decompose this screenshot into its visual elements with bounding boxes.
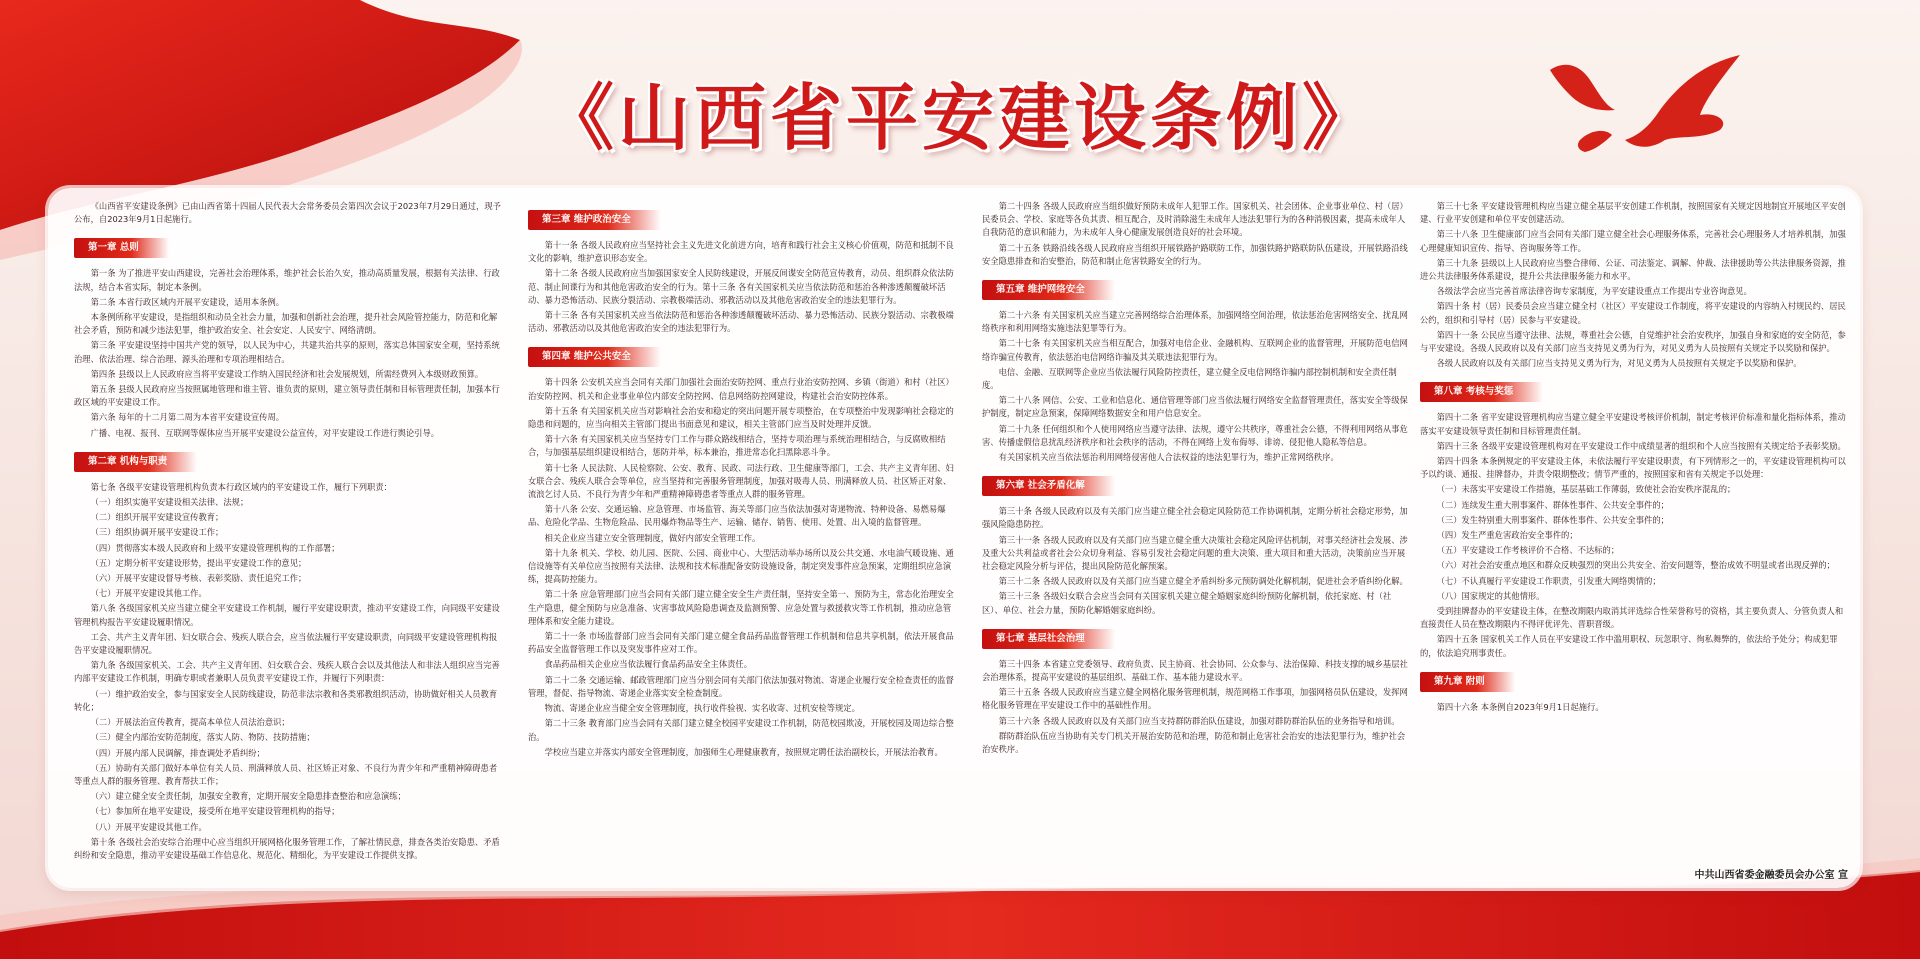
intro-paragraph: 《山西省平安建设条例》已由山西省第十四届人民代表大会常务委员会第四次会议于2023年7月29日通过，现予公布，自2023年9月1日起施行。 [74,201,501,225]
chapter-body: 第四十六条 本条例自2023年9月1日起施行。 [1436,701,1604,712]
chapter-heading: 第四章 维护公共安全 [528,347,661,367]
chapter-body: 第三十条 各级人民政府以及有关部门应当建立健全社会稳定风险防范工作协调机制，定期分析社会稳定形势，加强风险隐患防控。 第三十一条 各级人民政府以及有关部门应当建立健全重大决策社会稳定风险评估机制，对事关经济社会发展、涉及重大公共利益或者社会公众切身利益、容易引发社会稳定问题的重大决策、重大项目和重大活动，决策前应当开展社会稳定风险分析与评估，提出风险防范化解预案。 第三十二条 各级人民政府以及有关部门应当建立健全矛盾纠纷多元预防调处化解机制，促进社会矛盾纠纷化解。 第三十三条 各级妇女联合会应当会同有关国家机关建立健全婚姻家庭纠纷预防化解机制，依托家庭、村（社区）、单位、社会力量，预防化解婚姻家庭纠纷。 [982,506,1408,615]
chapter-body: 第二十六条 有关国家机关应当建立完善网络综合治理体系，加强网络空间治理，依法惩治危害网络安全、扰乱网络秩序和利用网络实施违法犯罪等行为。 第二十七条 有关国家机关应当相互配合，加强对电信企业、金融机构、互联网企业的监督管理，开展防范电信网络诈骗宣传教育，依法惩治电信网络诈骗及其关联违法犯罪行为。 电信、金融、互联网等企业应当依法履行风险防控责任，建立健全反电信网络诈骗内部控制机制和安全责任制度。 第二十八条 网信、公安、工业和信息化、通信管理等部门应当依法履行网络安全监督管理责任，落实安全等级保护制度，制定应急预案，保障网络数据安全和用户信息安全。 第二十九条 任何组织和个人使用网络应当遵守法律、法规，遵守公共秩序，尊重社会公德，不得利用网络从事危害、传播虚假信息扰乱经济秩序和社会秩序的活动，不得在网络上发布侮辱、诽谤、侵犯他人隐私等信息。 有关国家机关应当依法惩治利用网络侵害他人合法权益的违法犯罪行为，维护正常网络秩序。 [982,310,1408,463]
chapter-heading: 第二章 机构与职责 [74,452,197,472]
chapter-body: 第二十四条 各级人民政府应当组织做好预防未成年人犯罪工作。国家机关、社会团体、企业事业单位、村（居）民委员会、学校、家庭等各负其责、相互配合，及时消除滋生未成年人违法犯罪行为的各种消极因素，提高未成年人自我防范的意识和能力，为未成年人身心健康发展创造良好的社会环境。 第二十五条 铁路沿线各级人民政府应当组织开展铁路护路联防工作，加强铁路护路联防队伍建设，开展铁路沿线安全隐患排查和治安整治，防范和制止危害铁路安全的行为。 [982,201,1408,266]
issuer-signature: 中共山西省委金融委员会办公室 宣 [1694,870,1848,881]
chapter-body: 第十四条 公安机关应当会同有关部门加强社会面治安防控网、重点行业治安防控网、乡镇（街道）和村（社区）治安防控网、机关和企业事业单位内部安全防控网、信息网络防控网建设，构建社会治安防控体系。 第十五条 有关国家机关应当对影响社会治安和稳定的突出问题开展专项整治，在专项整治中发现影响社会稳定的隐患和问题的，应当向相关主管部门提出书面意见和建议，相关主管部门应当及时处理并反馈。 第十六条 有关国家机关应当坚持专门工作与群众路线相结合，坚持专项治理与系统治理相结合，与反腐败相结合，与加强基层组织建设相结合，惩防并举，标本兼治，推进常态化扫黑除恶斗争。 第十七条 人民法院、人民检察院、公安、教育、民政、司法行政、卫生健康等部门，工会、共产主义青年团、妇女联合会、残疾人联合会等单位，应当坚持和完善服务管理制度，加强对吸毒人员、刑满释放人员、社区矫正对象、流浪乞讨人员、不良行为青少年和严重精神障碍患者等重点人群的服务管理。 第十八条 公安、交通运输、应急管理、市场监管、海关等部门应当依法加强对寄递物流、特种设备、易燃易爆品、危险化学品、生物危险品、民用爆炸物品等生产、运输、储存、销售、使用、处置、出入境的监督管理。 相关企业应当建立安全管理制度，做好内部安全管理工作。 第十九条 机关、学校、幼儿园、医院、公园、商业中心、大型活动举办场所以及公共交通、水电油气暖设施、通信设施等有关单位应当按照有关法律、法规和技术标准配备安防设施设备，制定突发事件应急预案，定期组织应急演练，提高防控能力。 第二十条 应急管理部门应当会同有关部门建立健全安全生产责任制，坚持安全第一、预防为主，常态化治理安全生产隐患，健全预防与应急准备、灾害事故风险隐患调查及监测预警、应急处置与救援救灾等工作机制，推动应急管理体系和安全能力建设。 第二十一条 市场监督部门应当会同有关部门建立健全食品药品监督管理工作机制和信息共享机制，依法开展食品药品安全监督管理工作以及突发事件应对工作。 食品药品相关企业应当依法履行食品药品安全主体责任。 第二十二条 交通运输、邮政管理部门应当分别会同有关部门依法加强对物流、寄递企业履行安全检查责任的监督管理，督促、指导物流、寄递企业落实安全检查制度。 物流、寄递企业应当健全安全管理制度，执行收件验视、实名收寄、过机安检等规定。 第二十三条 教育部门应当会同有关部门建立健全校园平安建设工作机制，防范校园欺凌，开展校园及周边综合整治。 学校应当建立并落实内部安全管理制度，加强师生心理健康教育，按照规定聘任法治副校长，开展法治教育。 [528,377,954,757]
column-4 [1420,200,1848,880]
chapter-heading: 第六章 社会矛盾化解 [982,476,1115,496]
chapter-body: 第一条 为了推进平安山西建设，完善社会治理体系，维护社会长治久安，推动高质量发展，根据有关法律、行政法规，结合本省实际，制定本条例。 第二条 本省行政区域内开展平安建设，适用本条例。 本条例所称平安建设，是指组织和动员全社会力量，加强和创新社会治理，提升社会风险管控能力，防范和化解社会矛盾，预防和减少违法犯罪，维护政治安全、社会安定、人民安宁、网络清朗。 第三条 平安建设坚持中国共产党的领导，以人民为中心，共建共治共享的原则，落实总体国家安全观，坚持系统治理、依法治理、综合治理、源头治理和专项治理相结合。 第四条 县级以上人民政府应当将平安建设工作纳入国民经济和社会发展规划，所需经费列入本级财政预算。 第五条 县级人民政府应当按照属地管理和谁主管、谁负责的原则，建立领导责任制和目标管理责任制，加强本行政区域的平安建设工作。 第六条 每年的十二月第二周为本省平安建设宣传周。 广播、电视、报刊、互联网等媒体应当开展平安建设公益宣传，对平安建设工作进行舆论引导。 [74,268,500,438]
chapter-heading: 第七章 基层社会治理 [982,629,1115,649]
column-3 [982,200,1410,880]
chapter-body: 第三十四条 本省建立党委领导、政府负责、民主协商、社会协同、公众参与、法治保障、科技支撑的城乡基层社会治理体系，提高平安建设的基层组织、基础工作、基本能力建设水平。 第三十五条 各级人民政府应当建立健全网格化服务管理机制，规范网格工作事项，加强网格员队伍建设，发挥网格化服务管理在平安建设工作中的基础性作用。 第三十六条 各级人民政府以及有关部门应当支持群防群治队伍建设，加强对群防群治队伍的业务指导和培训。 群防群治队伍应当协助有关专门机关开展治安防范和治理，防范和制止危害社会治安的违法犯罪行为，维护社会治安秩序。 [982,658,1408,755]
column-2 [528,200,956,880]
chapter-heading: 第一章 总则 [74,238,169,258]
chapter-heading: 第九章 附则 [1420,672,1515,692]
chapter-body: 第十一条 各级人民政府应当坚持社会主义先进文化前进方向，培育和践行社会主义核心价值观，防范和抵制不良文化的影响，维护意识形态安全。 第十二条 各级人民政府应当加强国家安全人民防线建设，开展反间谍安全防范宣传教育，动员、组织群众依法防范、制止间谍行为和其他危害政治安全的行为。第十三条 各有关国家机关应当依法防范和惩治各种渗透颠覆破坏活动、暴力恐怖活动、民族分裂活动、宗教极端活动、邪教活动以及其他危害政治安全的违法犯罪行为。 第十三条 各有关国家机关应当依法防范和惩治各种渗透颠覆破坏活动、暴力恐怖活动、民族分裂活动、宗教极端活动、邪教活动以及其他危害政治安全的违法犯罪行为。 [528,240,954,334]
column-1 [74,200,502,880]
chapter-body: 第四十二条 省平安建设管理机构应当建立健全平安建设考核评价机制，制定考核评价标准和量化指标体系，推动落实平安建设领导责任制和目标管理责任制。 第四十三条 各级平安建设管理机构对在平安建设工作中成绩显著的组织和个人应当按照有关规定给予表彰奖励。 第四十四条 本条例规定的平安建设主体，未依法履行平安建设职责，有下列情形之一的，平安建设管理机构可以予以约谈、通报、挂牌督办，并责令限期整改；情节严重的，按照国家和省有关规定予以处理： （一）未落实平安建设工作措施，基层基础工作薄弱，致使社会治安秩序混乱的； （二）连续发生重大刑事案件、群体性事件、公共安全事件的； （三）发生特别重大刑事案件、群体性事件、公共安全事件的； （四）发生严重危害政治安全事件的； （五）平安建设工作考核评价不合格、不达标的； （六）对社会治安重点地区和群众反映强烈的突出公共安全、治安问题等，整治成效不明显或者出现反弹的； （七）不认真履行平安建设工作职责，引发重大网络舆情的； （八）国家规定的其他情形。 受到挂牌督办的平安建设主体，在整改期限内取消其评选综合性荣誉称号的资格，其主要负责人、分管负责人和直接责任人员在整改期限内不得评优评先、晋职晋级。 第四十五条 国家机关工作人员在平安建设工作中滥用职权、玩忽职守、徇私舞弊的，依法给予处分；构成犯罪的，依法追究刑事责任。 [1420,412,1846,658]
chapter-heading: 第八章 考核与奖惩 [1420,382,1543,402]
chapter-body: 第七条 各级平安建设管理机构负责本行政区域内的平安建设工作，履行下列职责： （一）组织实施平安建设相关法律、法规； （二）组织开展平安建设宣传教育； （三）组织协调开展平安建设工作； （四）贯彻落实本级人民政府和上级平安建设管理机构的工作部署； （五）定期分析平安建设形势，提出平安建设工作的意见； （六）开展平安建设督导考核、表彰奖励、责任追究工作； （七）开展平安建设其他工作。 第八条 各级国家机关应当建立健全平安建设工作机制，履行平安建设职责，推动平安建设工作，向同级平安建设管理机构报告平安建设履职情况。 工会、共产主义青年团、妇女联合会、残疾人联合会，应当依法履行平安建设职责，向同级平安建设管理机构报告平安建设履职情况。 第九条 各级国家机关、工会、共产主义青年团、妇女联合会、残疾人联合会以及其他法人和非法人组织应当完善内部平安建设工作机制，明确专职或者兼职人员负责平安建设工作，并履行下列职责： （一）维护政治安全，参与国家安全人民防线建设，防范非法宗教和各类邪教组织活动，协助做好相关人员教育转化； （二）开展法治宣传教育，提高本单位人员法治意识； （三）健全内部治安防范制度，落实人防、物防、技防措施； （四）开展内部人民调解，排查调处矛盾纠纷； （五）协助有关部门做好本单位有关人员、刑满释放人员、社区矫正对象、不良行为青少年和严重精神障碍患者等重点人群的服务管理、教育帮扶工作； （六）建立健全安全责任制，加强安全教育，定期开展安全隐患排查整治和应急演练； （七）参加所在地平安建设，接受所在地平安建设管理机构的指导； （八）开展平安建设其他工作。 第十条 各级社会治安综合治理中心应当组织开展网格化服务管理工作，了解社情民意，排查各类治安隐患、矛盾纠纷和安全隐患，推动平安建设基础工作信息化、规范化、精细化，为平安建设工作提供支撑。 [74,481,500,860]
chapter-body: 第三十七条 平安建设管理机构应当建立健全基层平安创建工作机制，按照国家有关规定因地制宜开展地区平安创建、行业平安创建和单位平安创建活动。 第三十八条 卫生健康部门应当会同有关部门建立健全社会心理服务体系，完善社会心理服务人才培养机制，加强心理健康知识宣传、指导、咨询服务等工作。 第三十九条 县级以上人民政府应当整合律师、公证、司法鉴定、调解、仲裁、法律援助等公共法律服务资源，推进公共法律服务体系建设，提升公共法律服务能力和水平。 各级法学会应当完善首席法律咨询专家制度，为平安建设重点工作提出专业咨询意见。 第四十条 村（居）民委员会应当建立健全村（社区）平安建设工作制度，将平安建设的内容纳入村规民约、居民公约，组织和引导村（居）民参与平安建设。 第四十一条 公民应当遵守法律、法规，尊重社会公德，自觉维护社会治安秩序，加强自身和家庭的安全防范，参与平安建设。各级人民政府以及有关部门应当支持见义勇为行为，对见义勇为人员按照有关规定予以奖励和保护。 各级人民政府以及有关部门应当支持见义勇为行为，对见义勇为人员按照有关规定予以奖励和保护。 [1420,201,1846,369]
page-title: 《山西省平安建设条例》 [541,75,1378,160]
chapter-heading: 第三章 维护政治安全 [528,210,661,230]
chapter-heading: 第五章 维护网络安全 [982,280,1115,300]
